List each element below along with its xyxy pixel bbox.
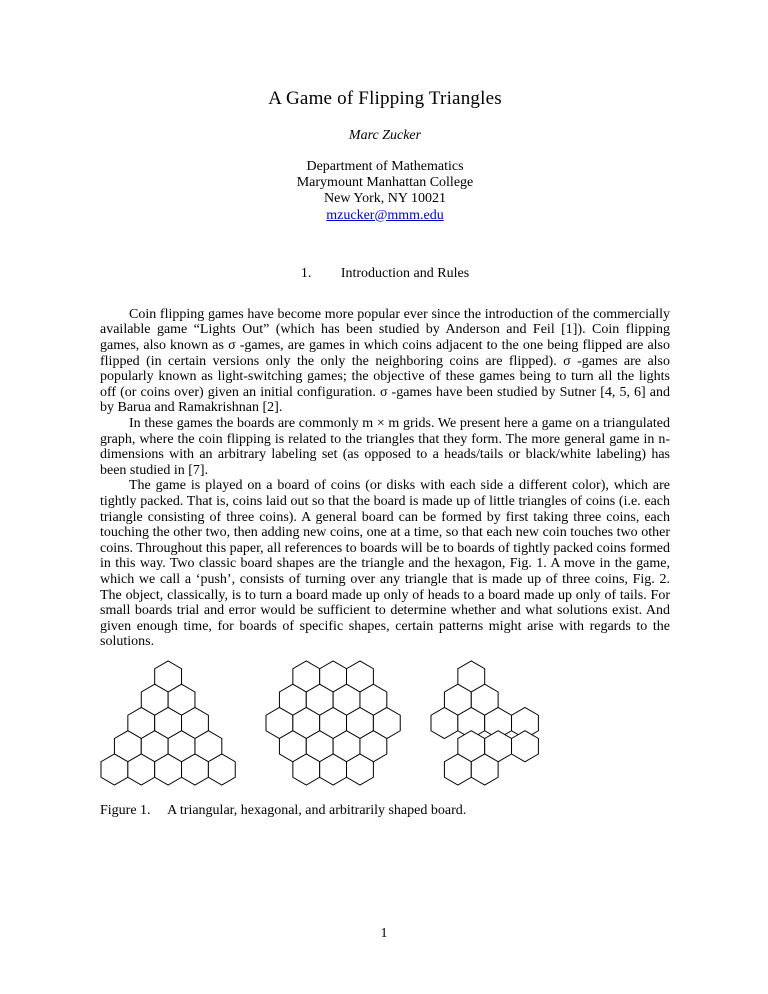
figure-boards: [100, 660, 670, 786]
affiliation-block: [100, 159, 670, 224]
paragraph-grids: In these games the boards are commonly m × m grids. We present here a game on a triangulated graph, where the coin flipping is related to the triangles that they form. The more general game in n-dimensions with an arbitrary labeling set (as opposed to a heads/tails or black/white labeling) has been studied in [7].: [100, 415, 670, 478]
paragraph-rules: The game is played on a board of coins (or disks with each side a different color), which are tightly packed. That is, coins laid out so that the board is made up of little triangles of coins (i.e. each triangle consisting of three coins). A general board can be formed by first taking three coins, each touching the other two, then adding new coins, one at a time, so that each new coin touches two other coins. Throughout this paper, all references to boards will be to boards of tightly packed coins formed in this way. Two classic board shapes are the triangle and the hexagon, Fig. 1. A move in the game, which we call a ‘push’, consists of turning over any triangle that is made up of three coins, Fig. 2. The object, classically, is to turn a board made up only of heads to a board made up only of tails. For small boards trial and error would be sufficient to determine whether and what solutions exist. And given enough time, for boards of specific shapes, certain patterns might arise with regards to the solutions.: [100, 478, 670, 650]
section-heading: [100, 266, 670, 282]
board-triangular: [100, 660, 237, 786]
board-hexagonal: [265, 660, 402, 786]
affiliation-college: Marymount Manhattan College: [296, 175, 474, 191]
email-link[interactable]: mzucker@mmm.edu: [326, 207, 444, 223]
affiliation-city: New York, NY 10021: [324, 191, 446, 207]
figure-caption-text: A triangular, hexagonal, and arbitrarily shaped board.: [167, 802, 467, 818]
author-name: Marc Zucker: [348, 128, 422, 143]
figure-caption: [100, 803, 670, 819]
email-line: [100, 208, 670, 224]
board-arbitrary: [430, 660, 540, 786]
section-number: 1.: [300, 265, 312, 281]
figure-caption-label: Figure 1.: [100, 802, 151, 818]
paper-title: A Game of Flipping Triangles: [268, 88, 502, 109]
section-title: Introduction and Rules: [340, 265, 470, 281]
coin-hexagon: [512, 731, 539, 762]
paragraph-intro: Coin flipping games have become more popular ever since the introduction of the commercially available game “Lights Out” (which has been studied by Anderson and Feil [1]). Coin flipping games, also known as σ -games, are games in which coins adjacent to the one being flipped are also flipped (in certain versions only the only the neighboring coins are flipped). σ -games are also popularly known as light-switching games; the objective of these games being to turn all the lights off (or coins over) given an initial configuration. σ -games have been studied by Sutner [4, 5, 6] and by Barua and Ramakrishnan [2].: [100, 306, 670, 416]
affiliation-department: Department of Mathematics: [306, 159, 464, 174]
page-number: 1: [380, 926, 388, 941]
